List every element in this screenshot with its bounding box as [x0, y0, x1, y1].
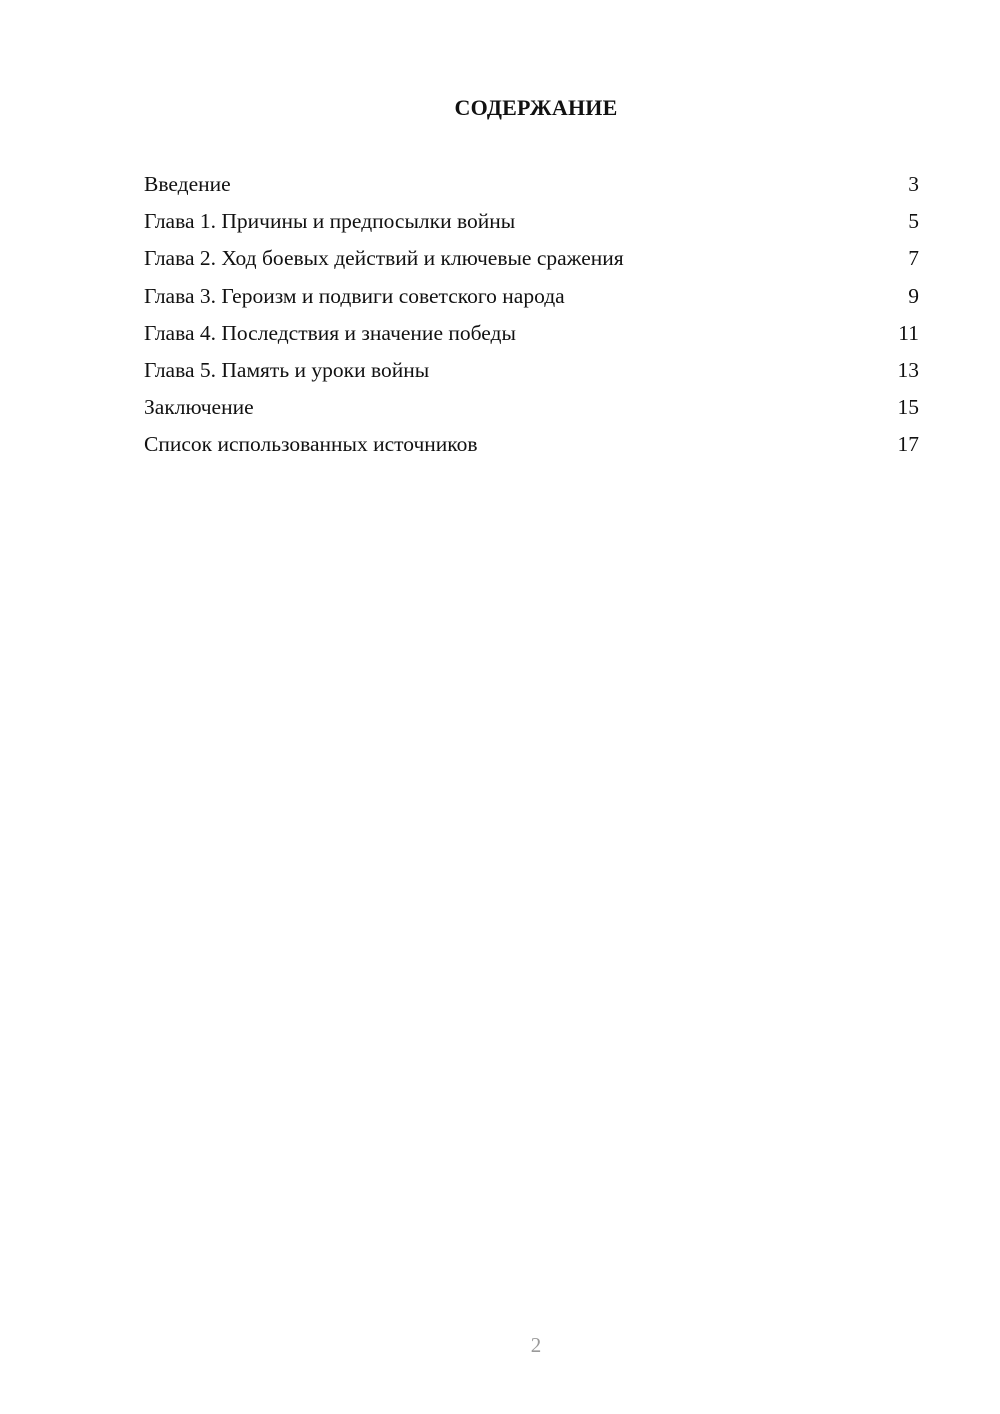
toc-entry-page: 7: [908, 246, 919, 271]
toc-entry-page: 17: [897, 432, 919, 457]
table-of-contents: [144, 168, 919, 466]
toc-entry-page: 11: [898, 320, 919, 345]
toc-entry-chapter-4: [144, 317, 919, 354]
page-number: 2: [530, 1333, 542, 1357]
toc-entry-label: Глава 1. Причины и предпосылки войны: [144, 209, 516, 234]
toc-entry-label: Список использованных источников: [144, 432, 478, 457]
toc-entry-label: Глава 4. Последствия и значение победы: [144, 320, 516, 345]
toc-entry-label: Глава 3. Героизм и подвиги советского народа: [144, 283, 565, 308]
toc-entry-label: Глава 2. Ход боевых действий и ключевые сражения: [144, 246, 624, 271]
toc-entry-label: Глава 5. Память и уроки войны: [144, 357, 430, 382]
toc-entry-label: Заключение: [144, 395, 254, 420]
toc-entry-chapter-5: [144, 354, 919, 391]
toc-entry-page: 3: [908, 172, 919, 196]
toc-entry-sources: [144, 428, 919, 465]
page-title: СОДЕРЖАНИЕ: [454, 95, 618, 120]
toc-entry-chapter-3: [144, 280, 919, 317]
toc-entry-page: 15: [897, 395, 919, 420]
toc-entry-page: 5: [908, 209, 919, 234]
toc-entry-page: 13: [897, 357, 919, 382]
toc-entry-conclusion: [144, 391, 919, 428]
toc-entry-chapter-1: [144, 205, 919, 242]
toc-entry-introduction: [144, 168, 919, 205]
toc-entry-label: Введение: [144, 172, 231, 196]
toc-entry-page: 9: [908, 283, 919, 308]
toc-entry-chapter-2: [144, 242, 919, 279]
